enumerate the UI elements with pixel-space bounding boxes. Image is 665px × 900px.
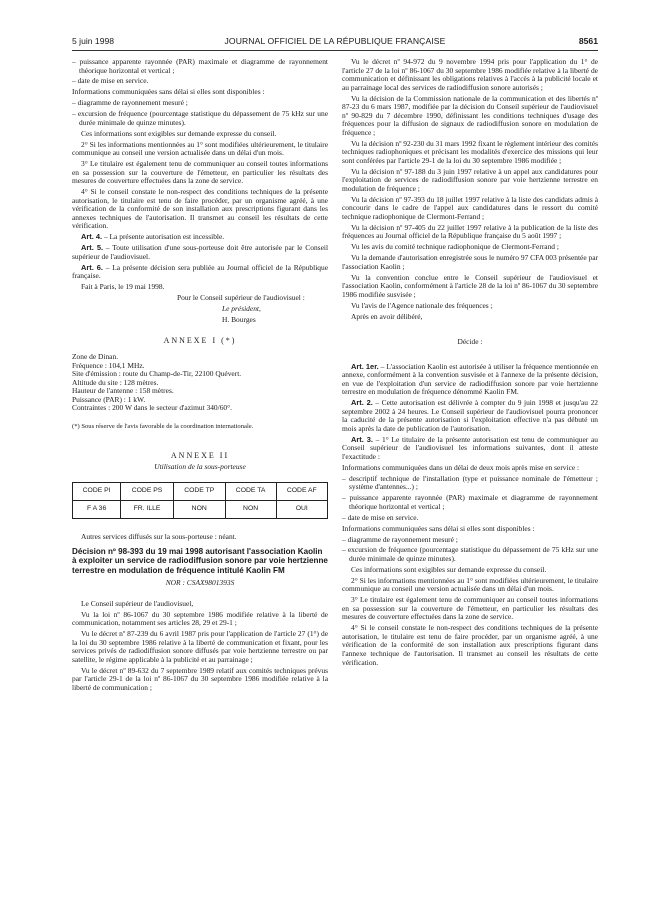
paragraph: Vu la décision nº 97-188 du 3 juin 1997 relative à un appel aux candidatures pour l'exploitation de services de radiodiffusion sonore par voie hertzienne terrestre en modulation de fréquence ; — [342, 166, 598, 193]
decision-title: Décision nº 98-393 du 19 mai 1998 autorisant l'association Kaolin à exploiter un service de radiodiffusion sonore par voie hertzienne terrestre en modulation de fréquence intitulé Kaolin FM — [72, 547, 328, 575]
footnote: (*) Sous réserve de l'avis favorable de la coordination internationale. — [72, 423, 254, 430]
paragraph: Ces informations sont exigibles sur demande expresse du conseil. — [81, 128, 277, 138]
paragraph: 3° Le titulaire est également tenu de communiquer au conseil toutes informations en sa possession sur la couverture de l'émetteur, en particulier les résultats des mesures de couverture effectuées dans la zone de service. — [72, 159, 328, 186]
page-header — [72, 36, 598, 50]
paragraph: – diagramme de rayonnement mesuré ; — [72, 98, 188, 108]
annex-line: Fréquence : 104,1 MHz. — [72, 360, 145, 370]
article-text: – L'association Kaolin est autorisée à utiliser la fréquence mentionnée en annexe, conformément à la convention susvisée et à l'annexe de la présente décision, en vue de l'exploitation d'un service de radiodiffusion sonore par voie hertzienne terrestre en modulation de fréquence dénommé Kaolin FM. — [342, 361, 598, 397]
annex-line: Altitude du site : 128 mètres. — [72, 377, 159, 387]
paragraph: Vu la décision de la Commission nationale de la communication et des libertés nº 87-23 du 6 mars 1987, modifiée par la décision du Conseil supérieur de l'audiovisuel nº 90-829 du 7 décembre 1990, définissant les conditions techniques d'usage des fréquences pour la diffusion de signaux de radiodiffusion sonore en modulation de fréquence ; — [342, 93, 598, 137]
decide-heading: Décide : — [457, 336, 483, 346]
signature-name: H. Bourges — [222, 315, 256, 325]
article-text: – La présente décision sera publiée au Journal officiel de la République française. — [72, 262, 328, 281]
spacer — [342, 324, 598, 338]
table-cell: OUI — [276, 500, 327, 518]
table-header-cell: CODE PS — [121, 482, 174, 500]
paragraph: Vu les avis du comité technique radiophonique de Clermont-Ferrand ; — [351, 242, 559, 252]
annex-2-subtitle: Utilisation de la sous-porteuse — [154, 462, 246, 472]
right-column — [342, 58, 598, 888]
annex-line: Zone de Dinan. — [72, 352, 119, 362]
paragraph: Vu la convention conclue entre le Conseil supérieur de l'audiovisuel et l'association Kaolin, conformément à l'article 28 de la loi nº 86-1067 du 30 septembre 1986 modifiée susvisée ; — [342, 272, 598, 299]
subcarrier-table — [72, 482, 328, 519]
annex-1-heading: ANNEXE I (*) — [163, 335, 237, 345]
article-label: Art. 6. — [81, 262, 103, 272]
annex-line: Site d'émission : route du Champ-de-Tir, 22100 Quévert. — [72, 369, 242, 379]
paragraph: – excursion de fréquence (pourcentage statistique du dépassement de 75 kHz sur une durée minimale de quinze minutes). — [72, 109, 328, 127]
annex-line: Hauteur de l'antenne : 158 mètres. — [72, 386, 174, 396]
paragraph: 2° Si les informations mentionnées au 1° sont modifiées ultérieurement, le titulaire communique au conseil une version actualisée dans un délai d'un mois. — [72, 139, 328, 158]
paragraph: Le Conseil supérieur de l'audiovisuel, — [81, 598, 194, 608]
article-2 — [342, 399, 598, 433]
article-6 — [72, 264, 328, 281]
paragraph: Vu la décision nº 97-393 du 18 juillet 1997 relative à la liste des candidats admis à concourir dans le cadre de l'appel aux candidatures dans le ressort du comité technique radiophonique de Clermont-Ferrand ; — [342, 194, 598, 221]
paragraph: 2° Si les informations mentionnées au 1° sont modifiées ultérieurement, le titulaire communique au conseil une version actualisée dans un délai d'un mois. — [342, 575, 598, 594]
paragraph: 4° Si le conseil constate le non-respect des conditions techniques de la présente autorisation, le titulaire est tenu de faire procéder, par un organisme agréé, à une vérification de la conformité de son installation aux prescriptions figurant dans l'annexe technique de l'autorisation. Il transmet au conseil les résultats de cette vérification. — [342, 623, 598, 667]
paragraph: – puissance apparente rayonnée (PAR) maximale et diagramme de rayonnement théorique horizontal et vertical ; — [342, 493, 598, 511]
paragraph: Vu le décret nº 89-632 du 7 septembre 1989 relatif aux comités techniques prévus par l'article 29-1 de la loi nº 86-1067 du 30 septembre 1986 modifiée relative à la liberté de communication ; — [72, 665, 328, 692]
table-header-row — [73, 482, 328, 500]
paragraph: Vu l'avis de l'Agence nationale des fréquences ; — [351, 300, 493, 310]
annex-2-heading: ANNEXE II — [170, 450, 230, 460]
article-3 — [342, 436, 598, 462]
table-row — [73, 500, 328, 518]
paragraph: Vu le décret nº 87-239 du 6 avril 1987 pris pour l'application de l'article 27 (1°) de la loi du 30 septembre 1986 relative à la liberté de communication et fixant, pour les services privés de radiodiffusion sonore diffusés par voie hertzienne terrestre ou par satellite, le régime applicable à la publicité et au parrainage ; — [72, 629, 328, 664]
paragraph: 4° Si le conseil constate le non-respect des conditions techniques de la présente autorisation, le titulaire est tenu de faire procéder, par un organisme agréé, à une vérification de la conformité de son installation aux prescriptions figurant dans les annexes techniques de l'autorisation. Il transmet au conseil les résultats de cette vérification. — [72, 187, 328, 231]
paragraph: Vu la loi nº 86-1067 du 30 septembre 1986 modifiée relative à la liberté de communication, notamment ses articles 28, 29 et 29-1 ; — [72, 609, 328, 628]
issue-date: 5 juin 1998 — [72, 36, 115, 46]
table-header-cell: CODE AF — [276, 482, 327, 500]
article-4 — [72, 233, 328, 242]
paragraph: Informations communiquées sans délai si elles sont disponibles : — [342, 523, 535, 533]
paragraph: Vu la décision nº 92-230 du 31 mars 1992 fixant le règlement intérieur des comités techniques radiophoniques et précisant les modalités d'exercice des missions qui leur sont conférées par l'article 29-1 de la loi du 30 septembre 1986 modifiée ; — [342, 138, 598, 165]
journal-title: JOURNAL OFFICIEL DE LA RÉPUBLIQUE FRANÇAISE — [224, 36, 446, 46]
article-label: Art. 2. — [351, 398, 373, 408]
article-text: – Toute utilisation d'une sous-porteuse doit être autorisée par le Conseil supérieur de l'audiovisuel. — [72, 243, 328, 261]
nor-reference: NOR : CSAX9801393S — [165, 577, 235, 587]
paragraph: 3° Le titulaire est également tenu de communiquer au conseil toutes informations en sa possession sur la couverture de l'émetteur, en particulier les résultats des mesures de couverture effectuées dans la zone de service. — [342, 595, 598, 622]
article-text: – 1° Le titulaire de la présente autorisation est tenu de communiquer au Conseil supérieur de l'audiovisuel les informations suivantes, dont il atteste l'exactitude : — [342, 434, 598, 461]
page-number: 8561 — [578, 36, 598, 46]
paragraph: Informations communiquées dans un délai de deux mois après mise en service : — [342, 462, 580, 472]
paragraph: – date de mise en service. — [342, 512, 419, 522]
paragraph: Informations communiquées sans délai si elles sont disponibles : — [72, 87, 265, 97]
article-label: Art. 4. — [81, 232, 103, 242]
paragraph: – descriptif technique de l'installation (type et puissance nominale de l'émetteur ; système d'antennes...) ; — [342, 473, 598, 492]
table-cell: NON — [173, 500, 225, 518]
table-header-cell: CODE PI — [73, 482, 121, 500]
article-5 — [72, 244, 328, 261]
paragraph: Après en avoir délibéré, — [351, 311, 423, 321]
paragraph: Vu la décision nº 97-405 du 22 juillet 1997 relative à la publication de la liste des fréquences au Journal officiel de la République française du 5 août 1997 ; — [342, 222, 598, 241]
table-header-cell: CODE TA — [225, 482, 276, 500]
article-text: – La présente autorisation est incessible. — [102, 232, 225, 242]
header-rule — [72, 50, 598, 51]
annex-line: Puissance (PAR) : 1 kW. — [72, 394, 146, 404]
spacer — [342, 349, 598, 363]
signature-title: Le président, — [222, 304, 261, 314]
article-label: Art. 3. — [351, 434, 373, 444]
table-cell: NON — [225, 500, 276, 518]
paragraph: Autres services diffusés sur la sous-porteuse : néant. — [81, 531, 237, 541]
paragraph: Vu la demande d'autorisation enregistrée sous le numéro 97 CFA 003 présentée par l'association Kaolin ; — [342, 253, 598, 271]
paragraph: – diagramme de rayonnement mesuré ; — [342, 534, 458, 544]
signature-line: Pour le Conseil supérieur de l'audiovisuel : — [177, 293, 305, 303]
table-cell: FR. ILLE — [121, 500, 174, 518]
article-label: Art. 5. — [81, 243, 104, 253]
annex-line: Contraintes : 200 W dans le secteur d'azimut 340/60°. — [72, 403, 232, 413]
table-header-cell: CODE TP — [173, 482, 225, 500]
table-cell: F A 36 — [73, 500, 121, 518]
paragraph: Vu le décret nº 94-972 du 9 novembre 1994 pris pour l'application du 1° de l'article 27 de la loi nº 86-1067 du 30 septembre 1986 modifiée relative à la liberté de communication et définissant les obligations relatives à l'accès à la publicité locale et au parrainage local des services de radiodiffusion sonore autorisés ; — [342, 58, 598, 92]
left-column — [72, 58, 328, 888]
done-at: Fait à Paris, le 19 mai 1998. — [81, 282, 165, 292]
article-1 — [342, 363, 598, 397]
paragraph: – puissance apparente rayonnée (PAR) maximale et diagramme de rayonnement théorique horizontal et vertical ; — [72, 58, 328, 75]
article-text: – Cette autorisation est délivrée à compter du 9 juin 1998 et jusqu'au 22 septembre 2002 à 24 heures. Le Conseil supérieur de l'audiovisuel pourra prononcer la caducité de la présente autorisation si l'exploitation effective n'a pas débuté un mois après la date de publication de l'autorisation. — [342, 398, 598, 433]
paragraph: – date de mise en service. — [72, 76, 149, 86]
paragraph: Ces informations sont exigibles sur demande expresse du conseil. — [351, 564, 547, 574]
article-label: Art. 1er. — [351, 361, 379, 371]
paragraph: – excursion de fréquence (pourcentage statistique du dépassement de 75 kHz sur une durée minimale de quinze minutes). — [342, 545, 598, 563]
